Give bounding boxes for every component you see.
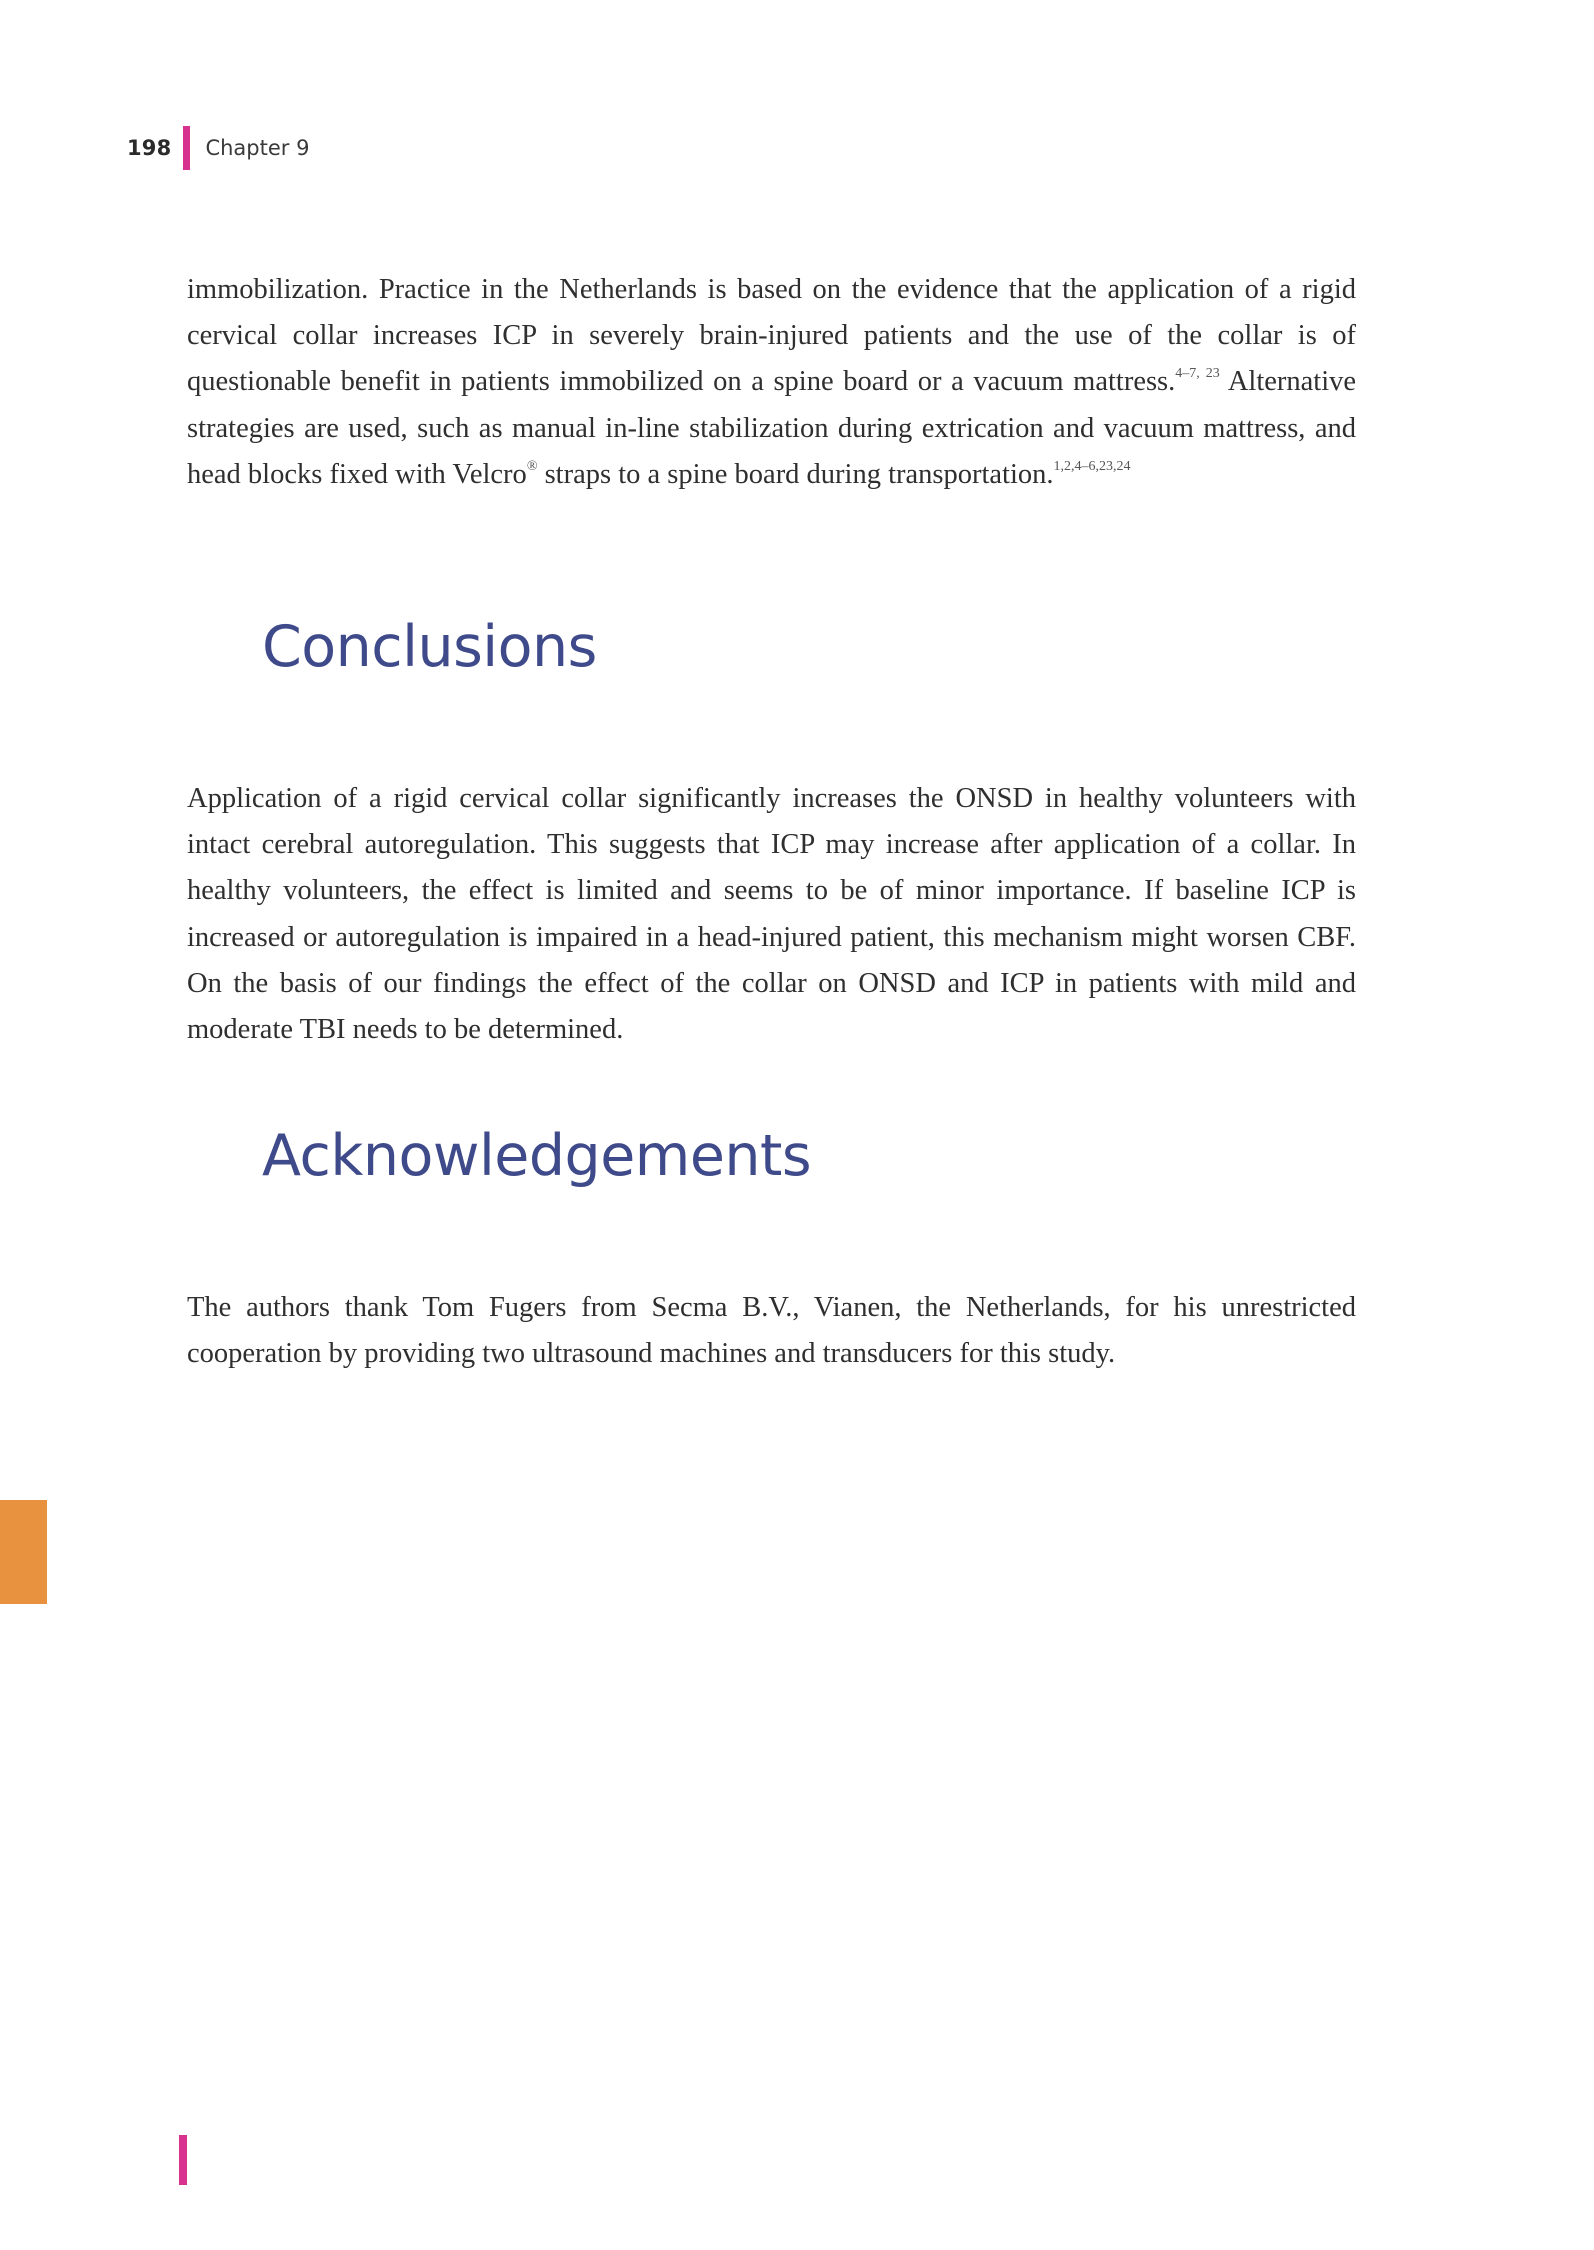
intro-paragraph xyxy=(187,267,1356,498)
running-header xyxy=(127,126,309,170)
footer-accent-bar xyxy=(179,2135,187,2185)
citation-ref: 4–7, 23 xyxy=(1175,366,1220,382)
intro-text-3: straps to a spine board during transportation. xyxy=(537,458,1054,490)
acknowledgements-heading: Acknowledgements xyxy=(262,1123,812,1189)
conclusions-heading: Conclusions xyxy=(262,614,597,680)
intro-text-1: immobilization. Practice in the Netherlands is based on the evidence that the application of a rigid cervical collar increases ICP in severely brain-injured patients and the use of the collar is of questionable benefit in patients immobilized on a spine board or a vacuum mattress. xyxy=(187,274,1356,398)
chapter-side-tab xyxy=(0,1500,47,1604)
citation-ref: 1,2,4–6,23,24 xyxy=(1053,458,1131,474)
registered-mark: ® xyxy=(526,458,538,474)
chapter-label: Chapter 9 xyxy=(205,136,310,160)
intro-text-2: Alternative strategies are used, such as manual in-line stabilization during extrication and vacuum mattress, and head blocks fixed with Velcro xyxy=(187,366,1357,490)
page-number: 198 xyxy=(127,136,172,160)
conclusions-paragraph: Application of a rigid cervical collar significantly increases the ONSD in healthy volunteers with intact cerebral autoregulation. This suggests that ICP may increase after application of a collar. In healthy volunteers, the effect is limited and seems to be of minor importance. If baseline ICP is increased or autoregulation is impaired in a head-injured patient, this mechanism might worsen CBF. On the basis of our findings the effect of the collar on ONSD and ICP in patients with mild and moderate TBI needs to be determined. xyxy=(187,783,1356,1046)
header-accent-bar xyxy=(183,126,190,170)
acknowledgements-paragraph: The authors thank Tom Fugers from Secma B.V., Vianen, the Netherlands, for his unrestricted cooperation by providing two ultrasound machines and transducers for this study. xyxy=(187,1292,1356,1370)
